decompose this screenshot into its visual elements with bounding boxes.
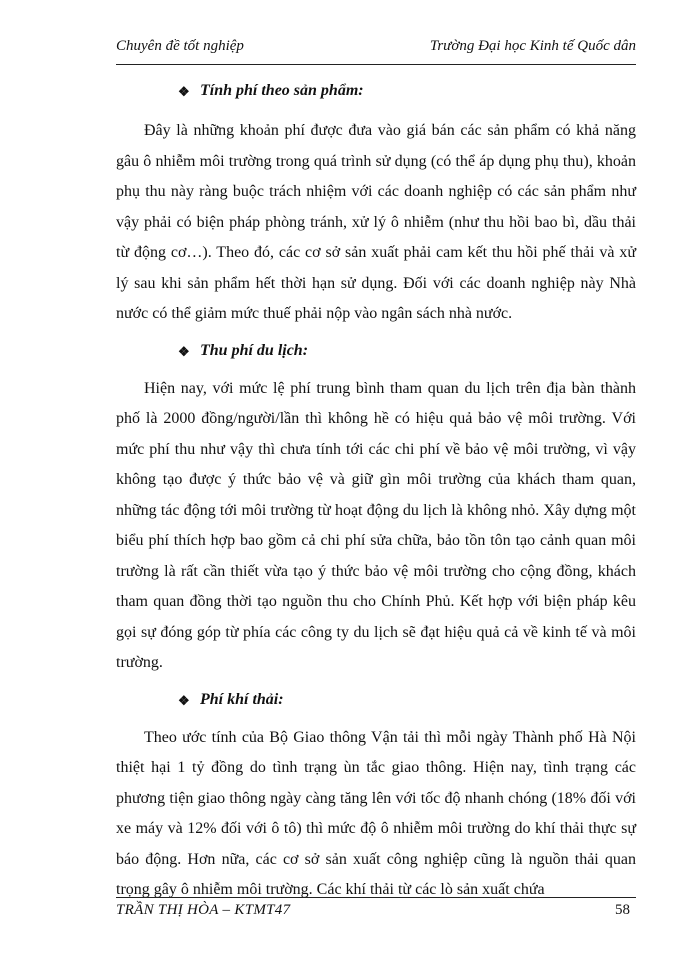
diamond-bullet-icon: ❖ — [178, 692, 190, 708]
diamond-bullet-icon: ❖ — [178, 343, 190, 359]
section-heading-emission-fee — [116, 691, 636, 715]
section-heading-text: Phí khí thải: — [200, 690, 284, 708]
document-body — [116, 80, 636, 906]
diamond-bullet-icon: ❖ — [178, 84, 190, 99]
paragraph-tourism-fee: Hiện nay, với mức lệ phí trung bình tham quan du lịch trên địa bàn thành phố là 2000 đồng/người/lần thì không hề có hiệu quả bảo vệ môi trường. Với mức phí thu như vậy thì chưa tính tới các chi phí về bảo vệ môi trường, vì vậy không tạo được ý thức bảo vệ và giữ gìn môi trường của khách tham quan, những tác động tới môi trường từ hoạt động du lịch là không nhỏ. Xây dựng một biểu phí thích hợp bao gồm cả chi phí sửa chữa, bảo tồn tôn tạo cảnh quan môi trường là rất cần thiết vừa tạo ý thức bảo vệ môi trường cho cộng đồng, khách tham quan đồng thời tạo nguồn thu cho Chính Phủ. Kết hợp với biện pháp kêu gọi sự đóng góp từ phía các công ty du lịch sẽ đạt hiệu quả cả về kinh tế và môi trường. — [116, 379, 636, 671]
page-footer — [116, 902, 636, 924]
section-heading-text: Thu phí du lịch: — [200, 341, 309, 359]
page-number: 58 — [615, 902, 630, 918]
header-university: Trường Đại học Kinh tế Quốc dân — [429, 38, 636, 54]
section-heading-tourism-fee — [116, 342, 636, 366]
paragraph-product-fee: Đây là những khoản phí được đưa vào giá bán các sản phẩm có khả năng gâu ô nhiễm môi trường trong quá trình sử dụng (có thể áp dụng phụ thu), khoản phụ thu này ràng buộc trách nhiệm với các doanh nghiệp có các sản phẩm như vậy phải có biện pháp phòng tránh, xử lý ô nhiễm (như thu hồi bao bì, dầu thải từ động cơ…). Theo đó, các cơ sở sản xuất phải cam kết thu hồi phế thải và xử lý sau khi sản phẩm hết thời hạn sử dụng. Đối với các doanh nghiệp này Nhà nước có thể giảm mức thuế phải nộp vào ngân sách nhà nước. — [116, 122, 636, 322]
footer-divider — [116, 897, 636, 898]
footer-author: TRẦN THỊ HÒA – KTMT47 — [116, 902, 291, 918]
section-heading-product-fee — [116, 82, 636, 106]
paragraph-emission-fee: Theo ước tính của Bộ Giao thông Vận tải thì mỗi ngày Thành phố Hà Nội thiệt hại 1 tỷ đồng do tình trạng ùn tắc giao thông. Hiện nay, tình trạng các phương tiện giao thông ngày càng tăng lên với tốc độ nhanh chóng (18% đối với xe máy và 12% đối với ô tô) thì mức độ ô nhiễm môi trường do khí thải thực sự báo động. Hơn nữa, các cơ sở sản xuất công nghiệp cũng là nguồn thải quan trọng gây ô nhiễm môi trường. Các khí thải từ các lò sản xuất chứa — [116, 728, 636, 898]
section-heading-text: Tính phí theo sản phẩm: — [200, 82, 364, 99]
header-divider — [116, 64, 636, 65]
header-thesis-title: Chuyên đề tốt nghiệp — [116, 38, 244, 54]
page-header — [116, 38, 636, 60]
